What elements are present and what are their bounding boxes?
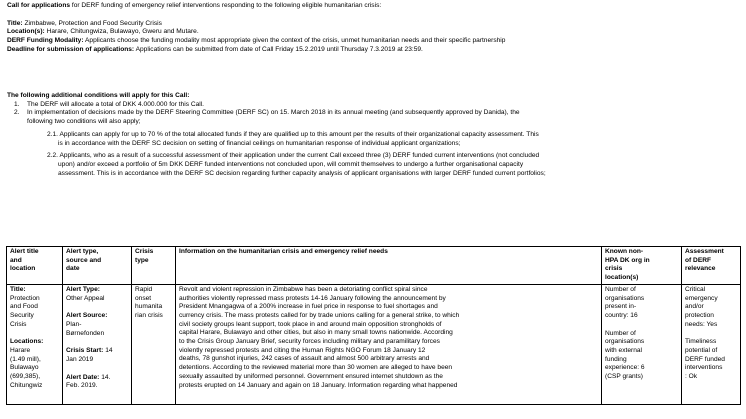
location-line: Harare xyxy=(10,347,31,355)
crisis-start-label: Crisis Start: xyxy=(66,347,104,355)
crisis-start-value: Jan 2019 xyxy=(66,356,94,364)
condition-item-2 xyxy=(7,109,739,126)
location-value: Harare, Chitungwiza, Bulawayo, Gweru and Mutare. xyxy=(44,28,199,36)
deadline-line xyxy=(7,46,739,55)
modality-line xyxy=(7,37,739,46)
header-known-orgs xyxy=(602,247,682,285)
timeliness-line: DERF funded xyxy=(685,355,725,363)
header-text: location xyxy=(10,265,36,273)
known-org-line: present in- xyxy=(605,303,637,311)
known-orgs-cell xyxy=(602,284,682,404)
table-row xyxy=(7,284,741,404)
header-text: Assessment xyxy=(685,248,724,255)
location-line: Chitungwiz xyxy=(10,381,43,389)
known-org-ext-line: with external xyxy=(605,347,643,355)
sub-condition-2-2 xyxy=(7,152,739,178)
header-alert-title xyxy=(7,247,63,285)
header-text: source and xyxy=(66,256,102,264)
header-text: type xyxy=(135,256,149,264)
alert-source-value: Børnefonden xyxy=(66,329,105,337)
header-text: relevance xyxy=(685,265,716,273)
deadline-label: Deadline for submission of applications: xyxy=(7,45,135,53)
modality-label: DERF Funding Modality: xyxy=(7,37,84,45)
info-line: detentions. According to the reviewed material more than 30 women are alleged to have been xyxy=(179,364,453,372)
header-crisis-type xyxy=(132,247,176,285)
header-text: Alert title xyxy=(10,248,39,255)
info-line: deaths, 78 gunshot injuries, 242 cases of assault and almost 500 arbitrary arrests and xyxy=(179,355,430,363)
sub-condition-text: upon) and/or exceed a portfolio of 5m DKK DERF funded interventions not concluded upon, will commit themselves to undergo a further organisational capacity xyxy=(58,160,524,168)
assessment-line: emergency xyxy=(685,294,718,302)
sub-condition-text: 2.1. Applicants can apply for up to 70 % of the total allocated funds if they are qualified up to this amount per the results of their organizational capacity assessment. This xyxy=(47,130,539,138)
title-line: Security xyxy=(10,311,34,319)
sub-condition-text: assessment. This is in accordance with the DERF SC decision regarding further capacity analysis of applicant organisations with larger DERF funded current portfolios; xyxy=(58,169,546,177)
title-line: Protection xyxy=(10,294,40,302)
known-org-ext-line: funding xyxy=(605,355,627,363)
alert-source-value: Plan- xyxy=(66,320,82,328)
call-heading-rest: for DERF funding of emergency relief interventions responding to the following eligible humanitarian crisis: xyxy=(70,2,382,9)
information-cell xyxy=(176,284,602,404)
known-org-line: organisations xyxy=(605,294,645,302)
info-line: to the Crisis Group January Brief, security forces including military and paramilitary forces xyxy=(179,338,440,346)
header-text: date xyxy=(66,265,80,273)
timeliness-line: potential of xyxy=(685,347,718,355)
assessment-line: protection xyxy=(685,311,714,319)
timeliness-line: : Ok xyxy=(685,373,698,381)
condition-text: following two conditions will also apply; xyxy=(27,118,141,126)
alert-source-label: Alert Source: xyxy=(66,312,108,320)
known-org-line: Number of xyxy=(605,285,636,293)
location-line: (699,385), xyxy=(10,373,41,381)
alert-date-value: Feb. 2019. xyxy=(66,382,98,390)
header-information xyxy=(176,247,602,285)
header-text: Known non- xyxy=(605,248,644,255)
call-intro xyxy=(7,2,739,80)
info-line: authorities violently repressed mass protests 14-16 January following the announcement by xyxy=(179,294,446,302)
sub-condition-text: is in accordance with the DERF SC decision on setting of financial ceilings on humanitarian response of individual applicant organizations; xyxy=(58,139,461,147)
location-label: Location(s): xyxy=(7,28,45,36)
title-label: Title: xyxy=(7,19,23,27)
header-text: location(s) xyxy=(605,274,639,282)
modality-value: Applicants choose the funding modality most appropriate given the context of the crisis, unmet humanitarian needs and their specific partnership xyxy=(83,37,506,45)
assessment-line: Critical xyxy=(685,285,706,293)
location-line xyxy=(7,28,739,37)
condition-item-1 xyxy=(7,101,739,110)
assessment-line: needs: Yes xyxy=(685,320,718,328)
crisis-type-line: Rapid xyxy=(135,285,153,293)
known-org-line: country: 16 xyxy=(605,311,638,319)
info-line: civil society groups leant support, took place in and around main opposition strongholds of xyxy=(179,320,442,328)
header-text: Crisis xyxy=(135,248,154,255)
header-text: and xyxy=(10,256,22,264)
additional-conditions xyxy=(7,92,739,178)
alert-table xyxy=(6,246,741,405)
header-text: Information on the humanitarian crisis and emergency relief needs xyxy=(179,248,388,255)
locations-label: Locations: xyxy=(10,338,44,346)
info-line: currency crisis. The mass protests called for by trade unions calling for a general strike, to which xyxy=(179,311,460,319)
crisis-start xyxy=(66,347,128,356)
crisis-type-cell xyxy=(132,284,176,404)
header-text: Alert type, xyxy=(66,248,99,255)
crisis-start-value: 14 xyxy=(105,347,113,355)
header-text: of DERF xyxy=(685,256,712,264)
title-label: Title: xyxy=(10,285,26,293)
known-org-ext-line: Number of xyxy=(605,329,636,337)
condition-number: 2. xyxy=(14,109,20,117)
alert-date-label: Alert Date: xyxy=(66,373,100,381)
condition-text: The DERF will allocate a total of DKK 4.000.000 for this Call. xyxy=(27,100,205,108)
conditions-heading: The following additional conditions will apply for this Call: xyxy=(7,92,190,99)
assessment-cell xyxy=(682,284,741,404)
table-header-row xyxy=(7,247,741,285)
alert-date xyxy=(66,374,128,383)
location-line: Bulawayo xyxy=(10,364,39,372)
alert-type-label: Alert Type: xyxy=(66,285,100,293)
alert-title-cell xyxy=(7,284,63,404)
crisis-type-line: onset xyxy=(135,294,152,302)
header-assessment xyxy=(682,247,741,285)
info-line: violently repressed protests and citing the Human Rights NGO Forum 18 January 12 xyxy=(179,346,426,354)
timeliness-line: interventions xyxy=(685,364,723,372)
assessment-line: and/or xyxy=(685,303,704,311)
known-org-ext-line: experience: 6 xyxy=(605,364,645,372)
known-org-ext-line: organisations xyxy=(605,338,645,346)
header-text: HPA DK org in xyxy=(605,256,650,264)
title-line xyxy=(7,20,739,29)
info-line: sexually assaulted by uniformed personnel. Government ensured internet shutdown as the xyxy=(179,372,443,380)
crisis-type-line: rian crisis xyxy=(135,311,163,319)
alert-date-value: 14. xyxy=(101,373,111,381)
header-text: crisis xyxy=(605,265,623,273)
info-line: protests erupted on 14 January and again on 18 January. Information regarding what happened xyxy=(179,381,458,389)
known-org-ext-line: (CSP grants) xyxy=(605,373,643,381)
title-line: Crisis xyxy=(10,320,27,328)
info-line: President Mnangagwa of a 200% increase in fuel price in response to fuel shortages and xyxy=(179,303,438,311)
condition-text: In implementation of decisions made by the DERF Steering Committee (DERF SC) on 15. March 2018 in its annual meeting (and subsequently approved by Danida), the xyxy=(27,109,520,117)
deadline-value: Applications can be submitted from date of Call Friday 15.2.2019 until Thursday 7.3.2019 at 23:59. xyxy=(134,45,423,53)
alert-type-cell xyxy=(63,284,132,404)
sub-condition-2-1 xyxy=(7,131,739,148)
crisis-type-line: humanita xyxy=(135,303,163,311)
header-alert-type xyxy=(63,247,132,285)
sub-condition-text: 2.2. Applicants, who as a result of a successful assessment of their application under the current Call exceed three (3) DERF funded current interventions (not concluded xyxy=(47,152,540,160)
title-value: Zimbabwe, Protection and Food Security Crisis xyxy=(22,19,162,27)
info-line: capital Harare, Bulawayo and other cities, but also in many small towns nationwide. According xyxy=(179,329,453,337)
title-line: and Food xyxy=(10,303,38,311)
call-heading xyxy=(7,2,739,11)
location-line: (1.49 mill), xyxy=(10,355,41,363)
info-line: Revolt and violent repression in Zimbabwe has been a detoriating conflict spiral since xyxy=(179,285,428,293)
condition-number: 1. xyxy=(14,100,20,108)
call-heading-bold: Call for applications xyxy=(7,2,71,9)
timeliness-line: Timeliness xyxy=(685,338,717,346)
alert-type-value: Other Appeal xyxy=(66,294,105,302)
